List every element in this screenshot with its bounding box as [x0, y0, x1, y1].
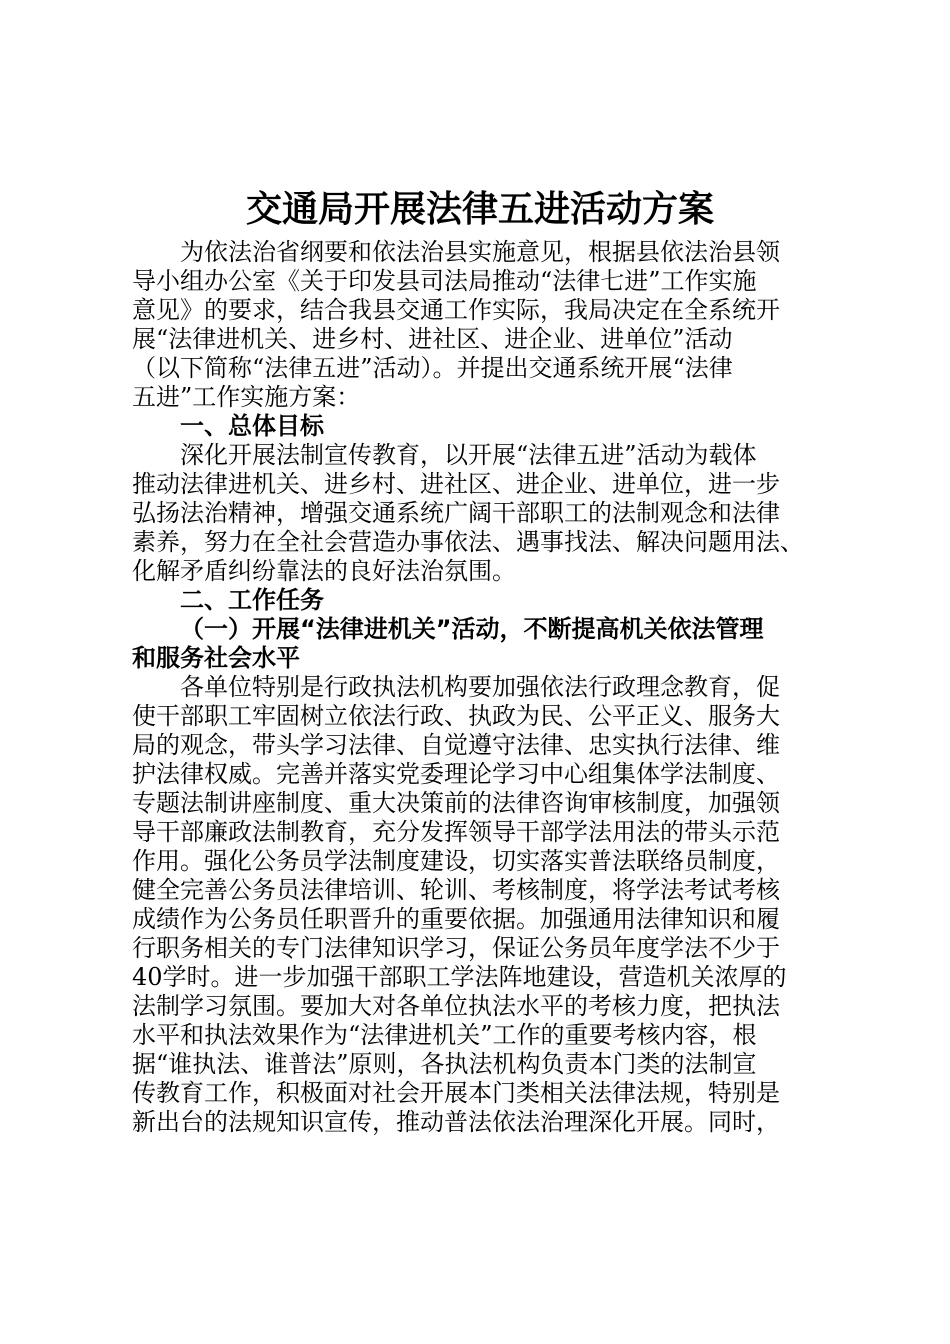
text-line: 新出台的法规知识宣传，推动普法依法治理深化开展。同时，	[132, 1108, 780, 1136]
text-line: 为依法治省纲要和依法治县实施意见，根据县依法治县领	[180, 238, 780, 266]
subsection-heading: （一）开展“法律进机关”活动，不断提高机关依法管理	[180, 615, 764, 643]
text-line: 传教育工作，积极面对社会开展本门类相关法律法规，特别是	[132, 1079, 780, 1107]
document-title: 交通局开展法律五进活动方案	[245, 189, 714, 230]
text-line: 展“法律进机关、进乡村、进社区、进企业、进单位”活动	[132, 325, 733, 353]
text-line: 成绩作为公务员任职晋升的重要依据。加强通用法律知识和履	[132, 905, 780, 933]
section-heading: 一、总体目标	[180, 412, 324, 440]
text-line: 水平和执法效果作为“法律进机关”工作的重要考核内容，根	[132, 1021, 757, 1049]
text-line: 行职务相关的专门法律知识学习，保证公务员年度学法不少于	[132, 934, 780, 962]
text-line: 意见》的要求，结合我县交通工作实际，我局决定在全系统开	[132, 296, 780, 324]
text-line: 40学时。进一步加强干部职工学法阵地建设，营造机关浓厚的	[132, 963, 787, 991]
text-line: 作用。强化公务员学法制度建设，切实落实普法联络员制度，	[132, 847, 780, 875]
text-line: （以下简称“法律五进”活动）。并提出交通系统开展“法律	[132, 354, 733, 382]
text-line: 法制学习氛围。要加大对各单位执法水平的考核力度，把执法	[132, 992, 780, 1020]
text-line: 据“谁执法、谁普法”原则，各执法机构负责本门类的法制宣	[132, 1050, 757, 1078]
text-line: 各单位特别是行政执法机构要加强依法行政理念教育，促	[180, 673, 780, 701]
text-line: 专题法制讲座制度、重大决策前的法律咨询审核制度，加强领	[132, 789, 780, 817]
text-line: 导干部廉政法制教育，充分发挥领导干部学法用法的带头示范	[132, 818, 780, 846]
text-line: 使干部职工牢固树立依法行政、执政为民、公平正义、服务大	[132, 702, 780, 730]
text-line: 深化开展法制宣传教育，以开展“法律五进”活动为载体	[180, 441, 757, 469]
text-line: 健全完善公务员法律培训、轮训、考核制度，将学法考试考核	[132, 876, 780, 904]
document-body	[132, 238, 862, 1137]
section-heading: 二、工作任务	[180, 586, 324, 614]
text-line: 弘扬法治精神，增强交通系统广阔干部职工的法制观念和法律	[132, 499, 780, 527]
text-line: 护法律权威。完善并落实党委理论学习中心组集体学法制度、	[132, 760, 780, 788]
text-line: 局的观念，带头学习法律、自觉遵守法律、忠实执行法律、维	[132, 731, 780, 759]
subsection-heading: 和服务社会水平	[132, 644, 300, 672]
text-line: 导小组办公室《关于印发县司法局推动“法律七进”工作实施	[132, 267, 757, 295]
text-line: 素养，努力在全社会营造办事依法、遇事找法、解决问题用法、	[132, 528, 804, 556]
text-line: 化解矛盾纠纷靠法的良好法治氛围。	[132, 557, 516, 585]
text-line: 推动法律进机关、进乡村、进社区、进企业、进单位，进一步	[132, 470, 780, 498]
text-line: 五进”工作实施方案：	[132, 383, 361, 411]
